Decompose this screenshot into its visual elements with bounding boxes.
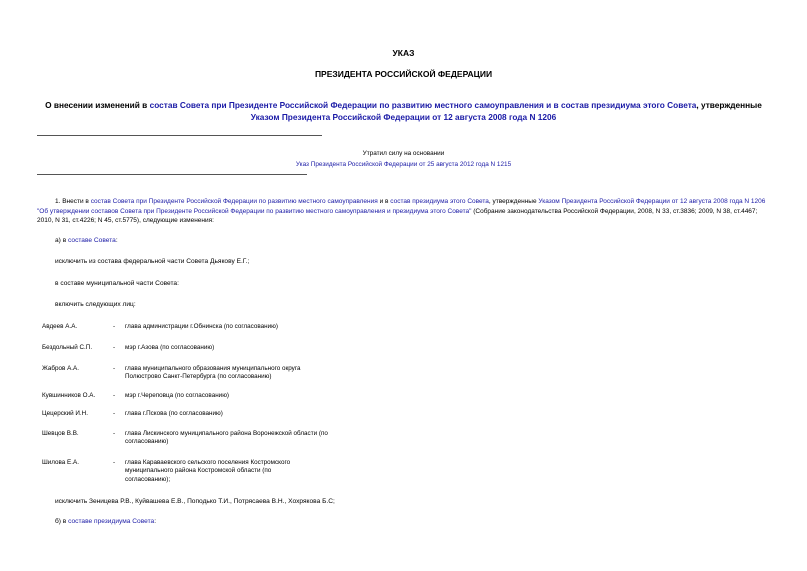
doc-type-heading: УКАЗ bbox=[392, 48, 415, 58]
para1-text-2: и в bbox=[377, 198, 391, 205]
title-link-decree[interactable]: Указом Президента Российской Федерации от 12 августа 2008 года N 1206 bbox=[250, 112, 557, 122]
item-a bbox=[55, 237, 118, 244]
divider-bottom bbox=[37, 174, 307, 175]
para1-text-1: 1. Внести в bbox=[55, 198, 91, 205]
person-dash: - bbox=[113, 323, 116, 330]
item-a-prefix: а) в bbox=[55, 237, 69, 244]
para1-text-4: (Собрание законодательства Российской Федерации, 2008, N 33, ст.3836; 2009, N 38, ст.4467; 2010, N 31, ст.4226; N 45, ст.5775), следующие изменения: bbox=[37, 207, 758, 225]
document-title bbox=[0, 99, 807, 123]
issuer-heading: ПРЕЗИДЕНТА РОССИЙСКОЙ ФЕДЕРАЦИИ bbox=[314, 69, 493, 79]
person-name: Жабров А.А. bbox=[42, 365, 79, 372]
title-prefix: О внесении изменений в bbox=[45, 100, 150, 110]
person-name: Авдеев А.А. bbox=[42, 323, 78, 330]
line-include: включить следующих лиц: bbox=[55, 301, 136, 308]
person-desc: глава муниципального образования муниципального округа Полюстрово Санкт-Петербурга (по согласованию) bbox=[125, 365, 301, 381]
person-desc: глава г.Пскова (по согласованию) bbox=[125, 410, 223, 417]
title-mid: , утвержденные bbox=[696, 100, 762, 110]
person-dash: - bbox=[113, 430, 116, 437]
person-dash: - bbox=[113, 392, 116, 399]
para1-link-presidium[interactable]: состав президиума этого Совета bbox=[390, 198, 489, 205]
person-name: Бездольный С.П. bbox=[42, 344, 93, 351]
para1-text-3: , утвержденные bbox=[488, 198, 539, 205]
lost-force-link[interactable]: Указ Президента Российской Федерации от 25 августа 2012 года N 1215 bbox=[295, 161, 512, 168]
person-desc: мэр г.Азова (по согласованию) bbox=[125, 344, 215, 351]
person-name: Шилова Е.А. bbox=[42, 459, 79, 466]
lost-force-link-wrap bbox=[0, 160, 807, 169]
person-desc: мэр г.Череповца (по согласованию) bbox=[125, 392, 230, 399]
person-desc: глава Караваевского сельского поселения Костромского муниципального района Костромской области (по согласованию); bbox=[125, 459, 291, 483]
line-exclude-list: исключить Зеницева Р.В., Куйвашева Е.В., Поподько Т.И., Потрясаева В.Н., Хохрякова Б.С; bbox=[55, 498, 335, 505]
person-dash: - bbox=[113, 459, 116, 466]
person-desc: глава Лискинского муниципального района Воронежской области (по согласованию) bbox=[125, 430, 328, 446]
person-dash: - bbox=[113, 410, 116, 417]
person-dash: - bbox=[113, 344, 116, 351]
person-name: Кувшинников О.А. bbox=[42, 392, 96, 399]
item-b-suffix: : bbox=[154, 518, 157, 525]
line-exclude-federal: исключить из состава федеральной части Совета Дьякову Е.Г.; bbox=[55, 258, 250, 265]
para1-link-decree[interactable]: Указом Президента Российской Федерации от 12 августа 2008 года N 1206 "Об утверждении составов Совета при Президенте Российской Федерации по развитию местного самоуправления и президиума этого Совета" bbox=[37, 198, 766, 215]
item-a-suffix: : bbox=[115, 237, 118, 244]
person-dash: - bbox=[113, 365, 116, 372]
item-a-link[interactable]: составе Совета bbox=[68, 237, 116, 244]
item-b bbox=[55, 518, 156, 525]
item-b-prefix: б) в bbox=[55, 518, 69, 525]
para1-link-council[interactable]: состав Совета при Президенте Российской Федерации по развитию местного самоуправления bbox=[90, 198, 378, 205]
divider-top bbox=[37, 135, 322, 136]
person-name: Цецерский И.Н. bbox=[42, 410, 88, 417]
item-b-link[interactable]: составе президиума Совета bbox=[68, 518, 155, 525]
title-link-council-composition[interactable]: состав Совета при Президенте Российской Федерации по развитию местного самоуправления и в состав президиума этого Совета bbox=[149, 100, 697, 110]
person-name: Шевцов В.В. bbox=[42, 430, 79, 437]
person-desc: глава администрации г.Обнинска (по согласованию) bbox=[125, 323, 278, 330]
paragraph-1 bbox=[37, 197, 772, 226]
lost-force-label: Утратил силу на основании bbox=[362, 150, 445, 157]
line-municipal: в составе муниципальной части Совета: bbox=[55, 280, 179, 287]
